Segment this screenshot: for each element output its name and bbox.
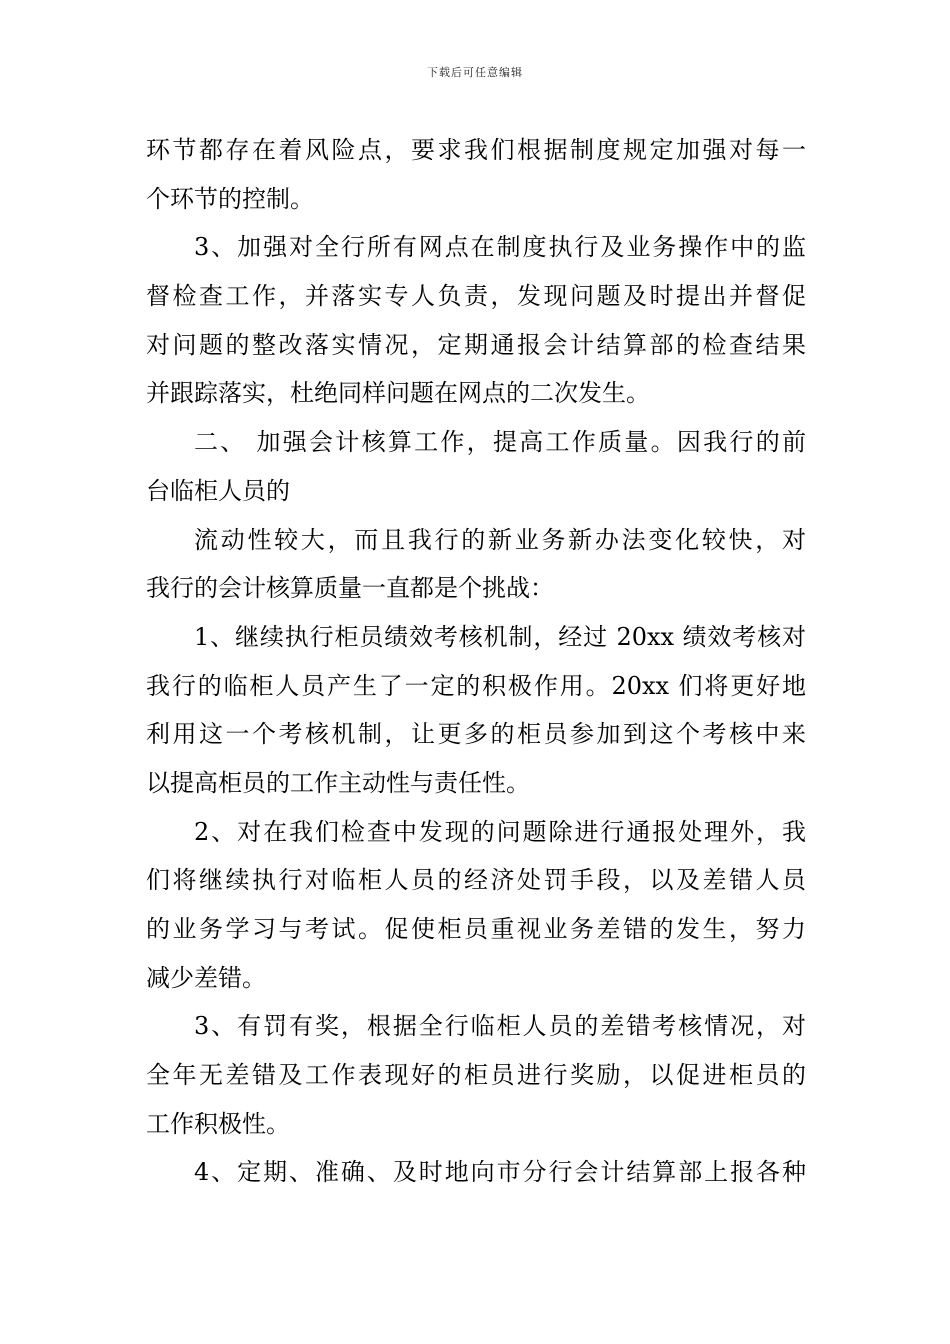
text-line: 我行的临柜人员产生了一定的积极作用。20xx 们将更好地 [146,671,806,700]
text-line: 督检查工作，并落实专人负责，发现问题及时提出并督促 [146,282,806,311]
text-line: 流动性较大，而且我行的新业务新办法变化较快，对 [194,525,806,554]
text-line: 个环节的控制。 [146,184,314,213]
text-line: 并跟踪落实，杜绝同样问题在网点的二次发生。 [146,379,650,408]
text-line: 二、 加强会计核算工作，提高工作质量。因我行的前 [194,428,806,457]
text-line: 3、有罚有奖，根据全行临柜人员的差错考核情况，对 [194,1012,806,1041]
text-line: 以提高柜员的工作主动性与责任性。 [146,768,530,797]
text-line: 减少差错。 [146,963,266,992]
text-line: 全年无差错及工作表现好的柜员进行奖励，以促进柜员的 [146,1061,806,1090]
page-header: 下载后可任意编辑 [427,66,523,79]
text-line: 2、对在我们检查中发现的问题除进行通报处理外，我 [194,817,806,846]
text-line: 们将继续执行对临柜人员的经济处罚手段，以及差错人员 [146,866,806,895]
text-line: 对问题的整改落实情况，定期通报会计结算部的检查结果 [146,330,806,359]
text-line: 4、定期、准确、及时地向市分行会计结算部上报各种 [194,1158,806,1187]
text-line: 台临柜人员的 [146,476,290,505]
text-line: 3、加强对全行所有网点在制度执行及业务操作中的监 [194,233,806,262]
text-line: 环节都存在着风险点，要求我们根据制度规定加强对每一 [146,136,806,164]
text-line: 我行的会计核算质量一直都是个挑战： [146,574,554,603]
text-line: 的业务学习与考试。促使柜员重视业务差错的发生，努力 [146,915,806,943]
text-line: 利用这一个考核机制，让更多的柜员参加到这个考核中来 [146,720,806,749]
document-body [146,126,806,1197]
text-line: 工作积极性。 [146,1109,290,1138]
text-line: 1、继续执行柜员绩效考核机制，经过 20xx 绩效考核对 [194,622,806,651]
